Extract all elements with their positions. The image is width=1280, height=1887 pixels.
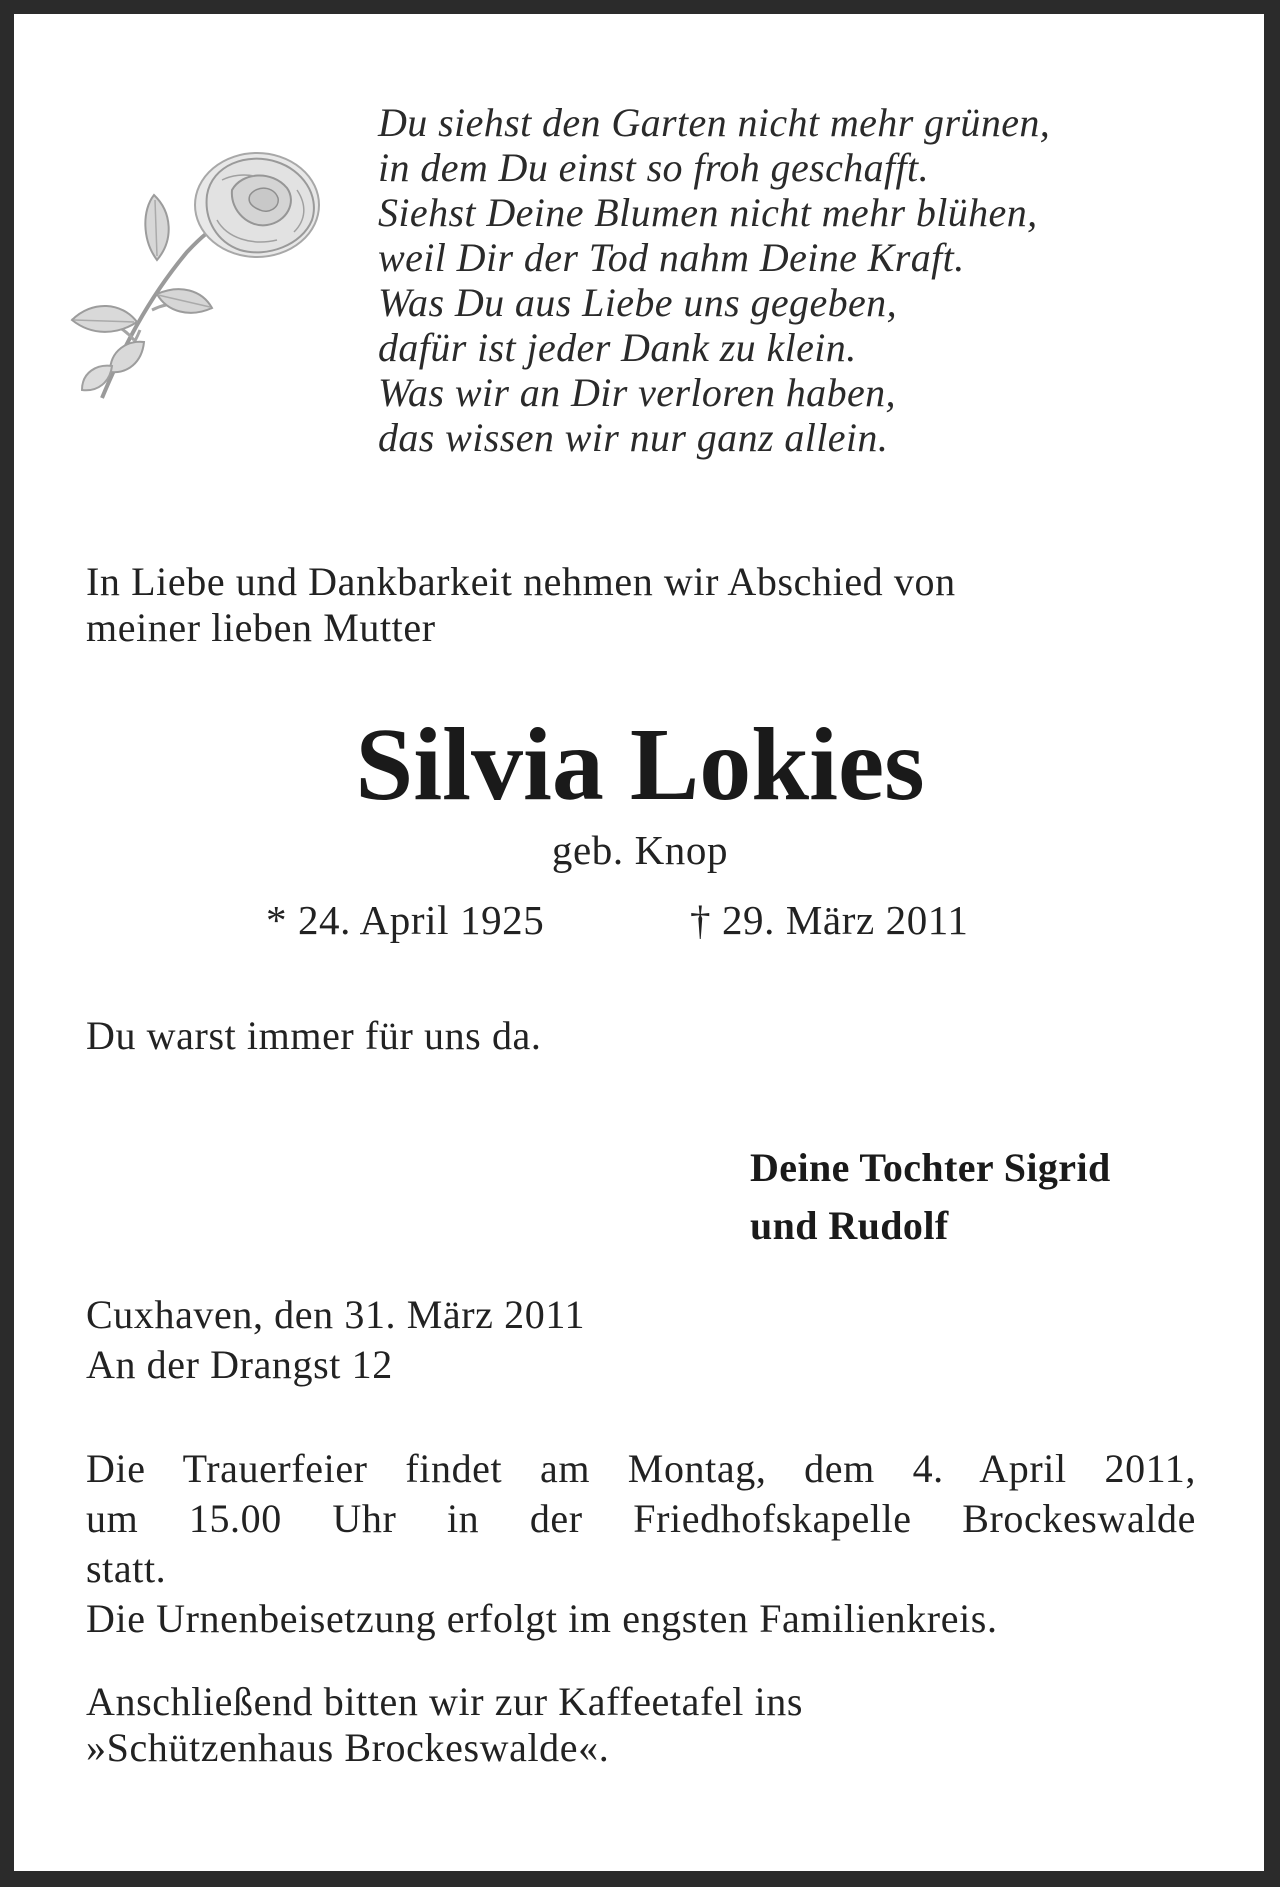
service-line: Die Urnenbeisetzung erfolgt im engsten Familienkreis.	[86, 1596, 998, 1641]
birth-date: * 24. April 1925	[266, 897, 545, 943]
coffee-line: »Schützenhaus Brockeswalde«.	[86, 1725, 610, 1770]
quote-text: Du warst immer für uns da.	[86, 1013, 542, 1058]
poem-line: Was Du aus Liebe uns gegeben,	[378, 280, 897, 325]
poem-line: das wissen wir nur ganz allein.	[378, 415, 889, 460]
address: An der Drangst 12	[86, 1342, 393, 1387]
service-line: um 15.00 Uhr in der Friedhofskapelle Brockeswalde	[86, 1496, 1196, 1541]
service-info	[86, 1444, 1196, 1644]
service-line: Die Trauerfeier findet am Montag, dem 4. April 2011,	[86, 1446, 1196, 1491]
intro-line: In Liebe und Dankbarkeit nehmen wir Abschied von	[86, 559, 956, 604]
poem-line: Du siehst den Garten nicht mehr grünen,	[378, 100, 1051, 145]
coffee-line: Anschließend bitten wir zur Kaffeetafel ins	[86, 1679, 804, 1724]
coffee-invitation	[86, 1679, 803, 1771]
poem-line: weil Dir der Tod nahm Deine Kraft.	[378, 235, 965, 280]
death-date: † 29. März 2011	[690, 897, 969, 943]
signer-line: und Rudolf	[750, 1203, 949, 1248]
rose-icon	[62, 150, 322, 410]
city-date: Cuxhaven, den 31. März 2011	[86, 1292, 586, 1337]
intro-text	[86, 559, 1196, 651]
maiden-name: geb. Knop	[551, 827, 729, 873]
deceased-name: Silvia Lokies	[355, 707, 925, 822]
poem-line: Siehst Deine Blumen nicht mehr blühen,	[378, 190, 1038, 235]
service-line: statt.	[86, 1546, 167, 1591]
poem-line: dafür ist jeder Dank zu klein.	[378, 325, 857, 370]
poem-line: in dem Du einst so froh geschafft.	[378, 145, 929, 190]
intro-line: meiner lieben Mutter	[86, 605, 436, 650]
poem-line: Was wir an Dir verloren haben,	[378, 370, 896, 415]
signer-line: Deine Tochter Sigrid	[750, 1145, 1111, 1190]
poem	[378, 100, 1208, 460]
signers	[750, 1139, 1111, 1255]
place-block	[86, 1290, 585, 1390]
